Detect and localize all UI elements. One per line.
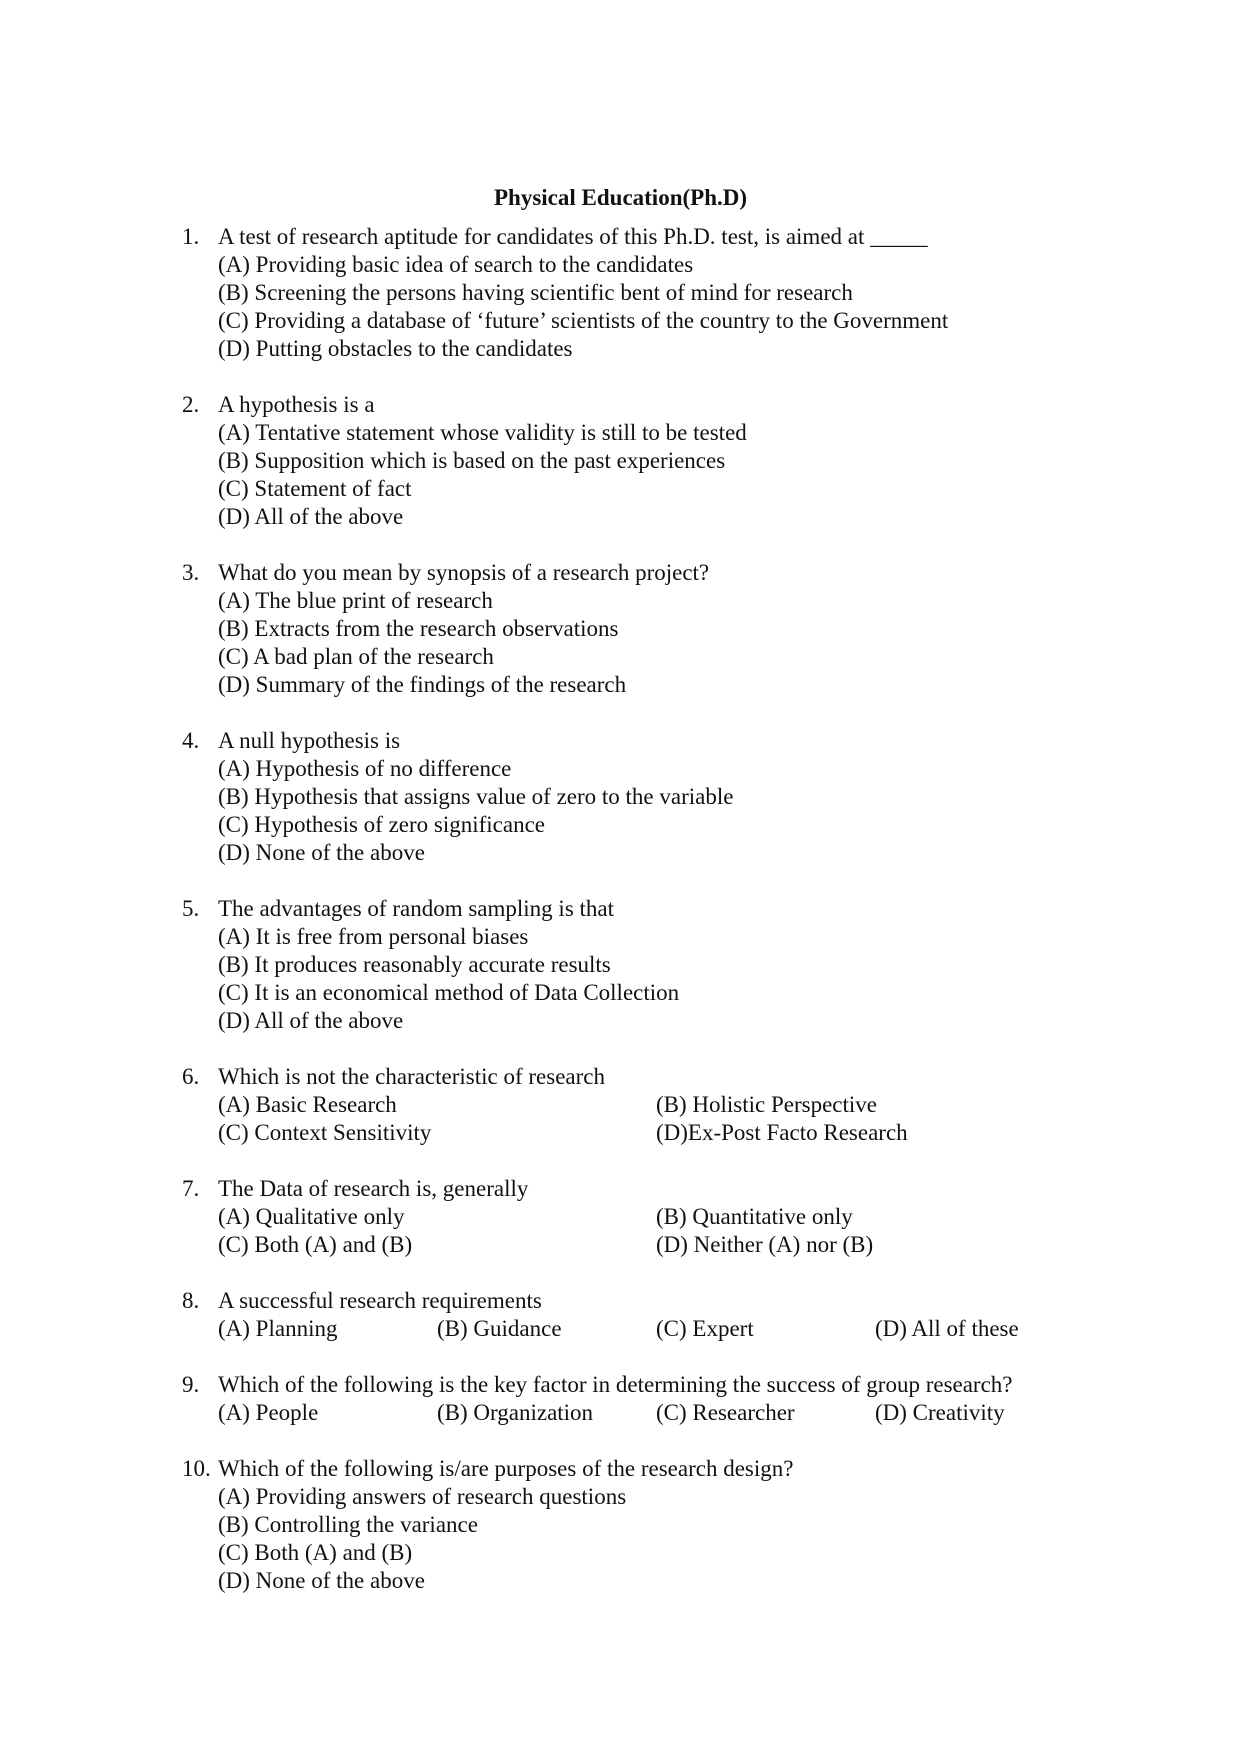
question-9 [182, 1371, 1082, 1427]
question-stem [182, 1287, 1082, 1315]
option-d: (D) All of these [875, 1316, 1019, 1341]
option-row [182, 1315, 1082, 1343]
option-a: (A) Qualitative only [218, 1204, 405, 1229]
option-c: (C) Hypothesis of zero significance [218, 812, 546, 837]
question-stem [182, 895, 1082, 923]
question-number: 8. [182, 1288, 200, 1313]
option-b: (B) Screening the persons having scientific bent of mind for research [218, 280, 853, 305]
option-a: (A) The blue print of research [218, 588, 493, 613]
question-2 [182, 391, 1082, 531]
option-d: (D) Putting obstacles to the candidates [218, 336, 573, 361]
option-c: (C) Expert [656, 1316, 754, 1341]
question-number: 4. [182, 728, 200, 753]
option-row [182, 1091, 1082, 1119]
question-number: 3. [182, 560, 200, 585]
question-number: 6. [182, 1064, 200, 1089]
option-c: (C) A bad plan of the research [218, 644, 494, 669]
question-number: 7. [182, 1176, 200, 1201]
option-d: (D)Ex-Post Facto Research [656, 1120, 908, 1145]
option-b: (B) Supposition which is based on the past experiences [218, 448, 726, 473]
question-number: 1. [182, 224, 200, 249]
question-number: 9. [182, 1372, 200, 1397]
option-d: (D) All of the above [218, 504, 404, 529]
question-stem [182, 1455, 1082, 1483]
option-c: (C) Context Sensitivity [218, 1120, 432, 1145]
question-text: A successful research requirements [218, 1288, 542, 1313]
option-c: (C) Statement of fact [218, 476, 412, 501]
option-a: (A) Hypothesis of no difference [218, 756, 512, 781]
question-number: 2. [182, 392, 200, 417]
option-d: (D) Creativity [875, 1400, 1005, 1425]
option-b: (B) Organization [437, 1400, 594, 1425]
question-text: Which of the following is/are purposes of the research design? [218, 1456, 794, 1481]
question-stem [182, 727, 1082, 755]
option-b: (B) Extracts from the research observations [218, 616, 619, 641]
question-number: 5. [182, 896, 200, 921]
option-b: (B) Holistic Perspective [656, 1092, 878, 1117]
option-c: (C) It is an economical method of Data Collection [218, 980, 680, 1005]
option-row [182, 1203, 1082, 1231]
option-d: (D) None of the above [218, 840, 425, 865]
question-text: Which is not the characteristic of research [218, 1064, 605, 1089]
question-text: A test of research aptitude for candidates of this Ph.D. test, is aimed at _____ [218, 224, 928, 249]
option-b: (B) Hypothesis that assigns value of zero to the variable [218, 784, 734, 809]
option-a: (A) Providing answers of research questions [218, 1484, 627, 1509]
option-b: (B) Guidance [437, 1316, 562, 1341]
option-c: (C) Both (A) and (B) [218, 1232, 413, 1257]
question-text: Which of the following is the key factor in determining the success of group research? [218, 1372, 1013, 1397]
question-text: A hypothesis is a [218, 392, 375, 417]
question-3 [182, 559, 1082, 699]
question-10 [182, 1455, 1082, 1595]
question-stem [182, 1175, 1082, 1203]
question-number: 10. [182, 1456, 211, 1481]
question-stem [182, 1063, 1082, 1091]
option-d: (D) Neither (A) nor (B) [656, 1232, 874, 1257]
question-text: The Data of research is, generally [218, 1176, 529, 1201]
question-5 [182, 895, 1082, 1035]
option-d: (D) All of the above [218, 1008, 404, 1033]
option-a: (A) Basic Research [218, 1092, 397, 1117]
question-stem [182, 223, 1082, 251]
option-row [182, 1231, 1082, 1259]
option-b: (B) Controlling the variance [218, 1512, 478, 1537]
page-title: Physical Education(Ph.D) [493, 185, 748, 210]
option-d: (D) Summary of the findings of the research [218, 672, 627, 697]
option-a: (A) Tentative statement whose validity is still to be tested [218, 420, 747, 445]
option-row [182, 1119, 1082, 1147]
question-stem [182, 391, 1082, 419]
option-b: (B) Quantitative only [656, 1204, 853, 1229]
option-c: (C) Both (A) and (B) [218, 1540, 413, 1565]
question-8 [182, 1287, 1082, 1343]
question-stem [182, 559, 1082, 587]
question-stem [182, 1371, 1082, 1399]
option-c: (C) Researcher [656, 1400, 795, 1425]
question-1 [182, 223, 1082, 363]
question-7 [182, 1175, 1082, 1259]
option-a: (A) Planning [218, 1316, 338, 1341]
option-c: (C) Providing a database of ‘future’ scientists of the country to the Government [218, 308, 949, 333]
option-a: (A) Providing basic idea of search to the candidates [218, 252, 694, 277]
option-d: (D) None of the above [218, 1568, 425, 1593]
question-text: What do you mean by synopsis of a research project? [218, 560, 710, 585]
option-a: (A) It is free from personal biases [218, 924, 529, 949]
question-4 [182, 727, 1082, 867]
option-b: (B) It produces reasonably accurate results [218, 952, 611, 977]
option-a: (A) People [218, 1400, 319, 1425]
option-row [182, 1399, 1082, 1427]
question-text: A null hypothesis is [218, 728, 401, 753]
question-text: The advantages of random sampling is that [218, 896, 615, 921]
question-6 [182, 1063, 1082, 1147]
